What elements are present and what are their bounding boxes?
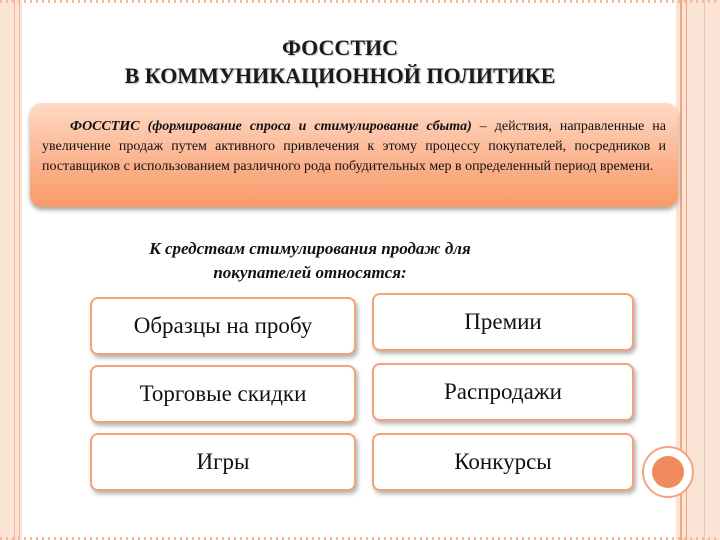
slide-title-line2: В КОММУНИКАЦИОННОЙ ПОЛИТИКЕ [124, 63, 556, 88]
item-bonuses: Премии [372, 293, 634, 351]
frame-top-dots [0, 0, 720, 3]
item-sales: Распродажи [372, 363, 634, 421]
definition-box [30, 103, 678, 207]
definition-text: – действия, направленные на увеличение продаж путем активного привлечения к этому процессу покупателей, посредников и поставщиков с использованием различного рода побудительных мер в определенный период времени. [42, 119, 666, 174]
item-games: Игры [90, 433, 356, 491]
slide-title [40, 34, 640, 90]
frame-left-line [14, 0, 15, 540]
item-contests: Конкурсы [372, 433, 634, 491]
item-samples: Образцы на пробу [90, 297, 356, 355]
decorative-circle-fill [652, 456, 684, 488]
item-trade-discounts: Торговые скидки [90, 365, 356, 423]
frame-right-line [704, 0, 705, 540]
frame-left-line [19, 0, 20, 540]
subtitle-line2: покупателей относятся: [213, 263, 407, 282]
subtitle-line1: К средствам стимулирования продаж для [149, 239, 471, 258]
slide-title-line1: ФОССТИС [282, 35, 398, 60]
definition-term: ФОССТИС (формирование спроса и стимулирование сбыта) [70, 119, 472, 134]
subtitle [100, 237, 520, 285]
